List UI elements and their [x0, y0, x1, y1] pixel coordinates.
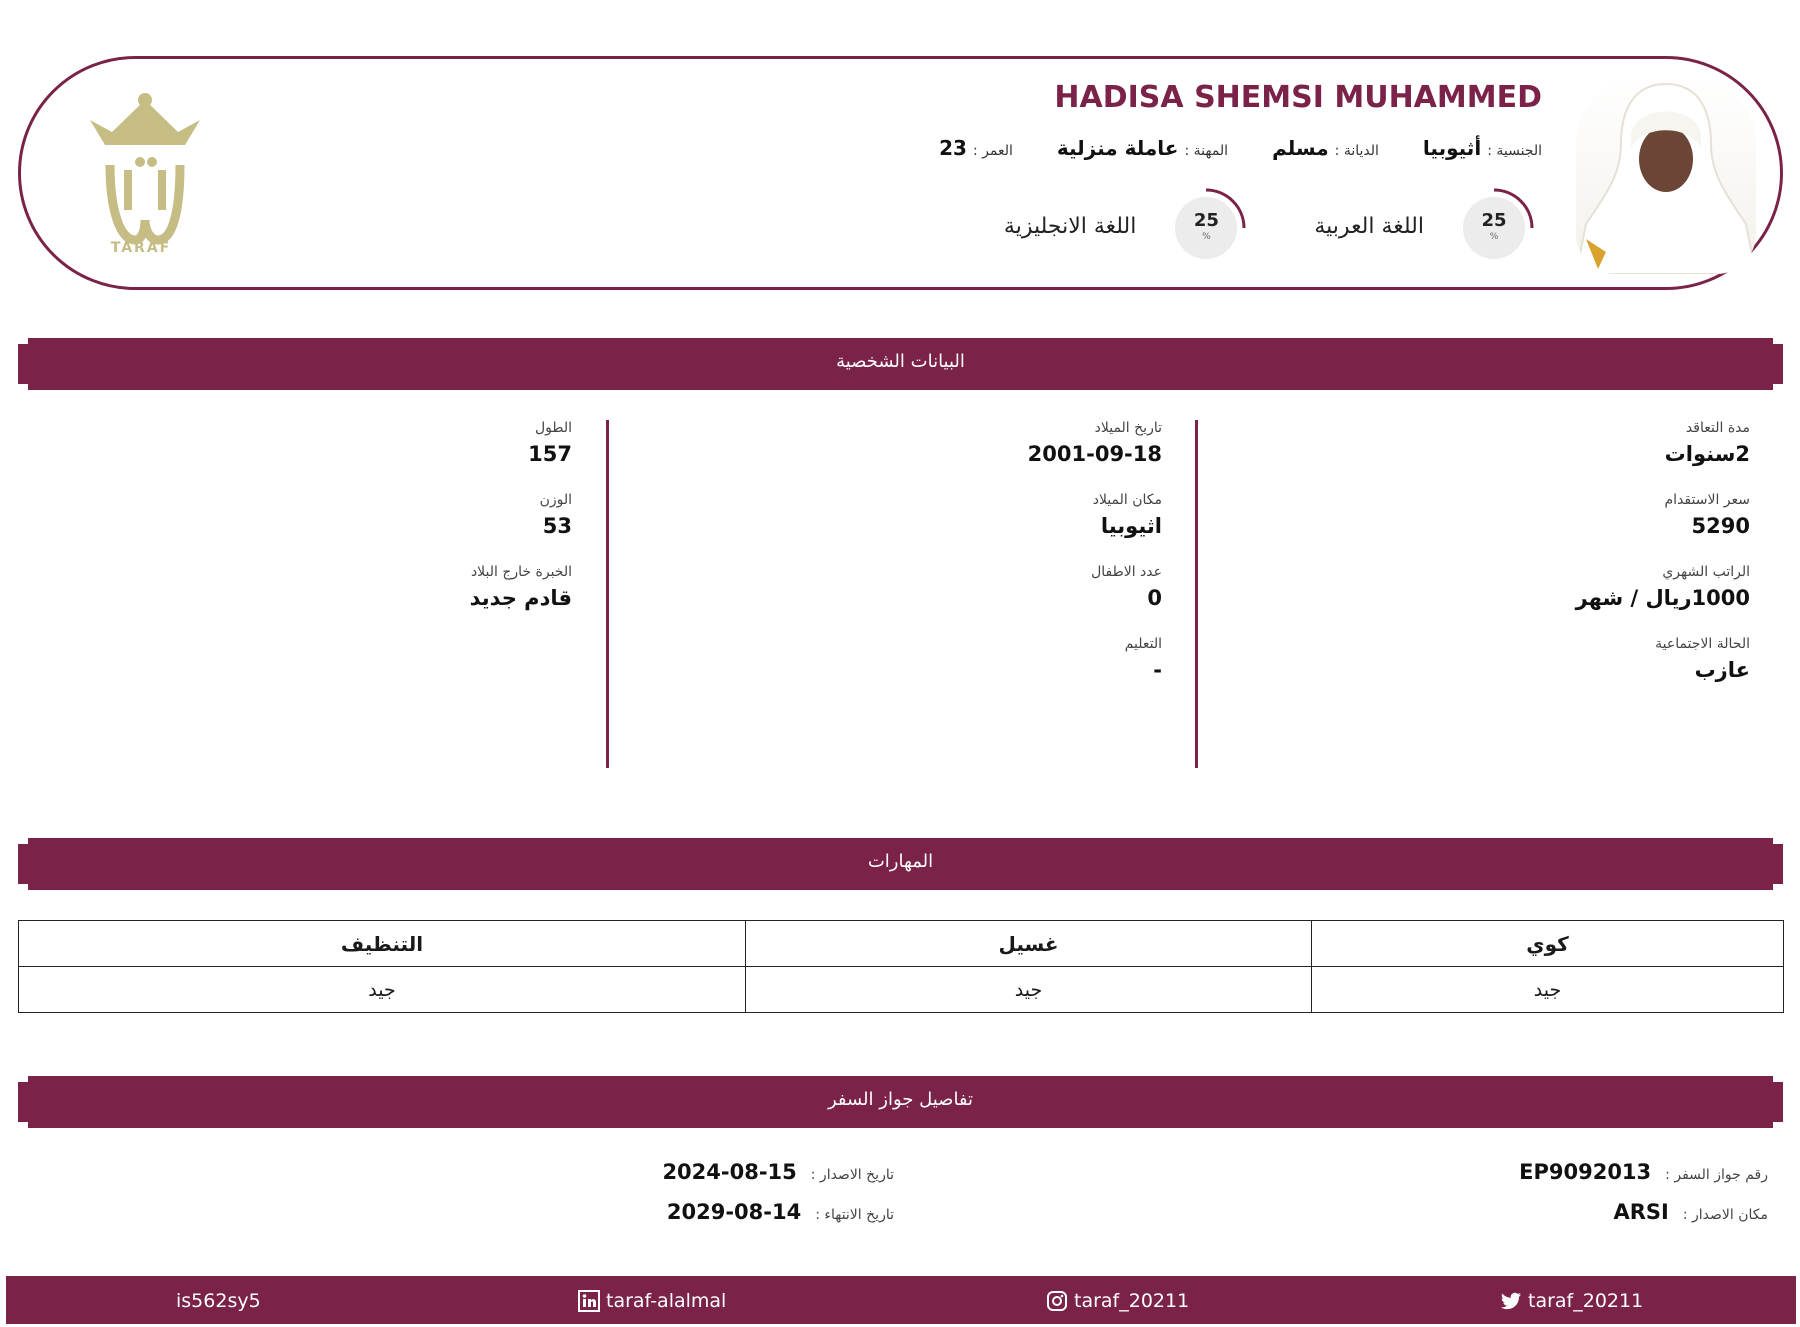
field-value: 53 — [542, 514, 572, 538]
column-divider — [1195, 420, 1198, 768]
nationality-info — [1423, 136, 1542, 160]
age-value: 23 — [939, 136, 967, 160]
field-label: مدة التعاقد — [1685, 420, 1750, 436]
passport-banner — [18, 1076, 1783, 1128]
field-label: الحالة الاجتماعية — [1655, 636, 1750, 652]
passport-title: تفاصيل جواز السفر — [827, 1089, 974, 1110]
footer-code — [176, 1290, 261, 1312]
issue-date-label: تاريخ الاصدار : — [810, 1167, 894, 1183]
education — [602, 636, 1162, 682]
personal-col-left — [12, 420, 572, 636]
english-language-label: اللغة الانجليزية — [1003, 213, 1137, 239]
language-english — [1004, 186, 1254, 266]
footer-code-text: is562sy5 — [176, 1290, 261, 1312]
basic-info-row — [939, 136, 1542, 160]
field-value: 2001-09-18 — [1027, 442, 1162, 466]
profession-value: عاملة منزلية — [1056, 136, 1179, 160]
english-gauge — [1174, 186, 1254, 266]
profession-label: المهنة : — [1184, 143, 1229, 159]
skills-banner — [18, 838, 1783, 890]
age-info — [939, 136, 1013, 160]
field-label: عدد الاطفال — [1091, 564, 1162, 580]
english-level-unit: % — [1202, 232, 1211, 242]
field-value: 0 — [1147, 586, 1162, 610]
field-value: اثيوبيا — [1100, 514, 1162, 538]
age-label: العمر : — [972, 143, 1013, 159]
linkedin-icon — [578, 1290, 600, 1312]
skills-header-row — [19, 921, 1784, 967]
religion-label: الديانة : — [1334, 143, 1379, 159]
passport-issue-date — [662, 1160, 894, 1184]
profession-info — [1057, 136, 1228, 160]
twitter-icon — [1500, 1290, 1522, 1312]
field-value: قادم جديد — [469, 586, 572, 610]
birth-place — [602, 492, 1162, 538]
taraf-logo — [80, 90, 210, 260]
nationality-value: أثيوبيا — [1422, 136, 1482, 160]
skills-title: المهارات — [867, 851, 934, 872]
recruitment-price — [1190, 492, 1750, 538]
skill-cleaning: التنظيف — [19, 921, 746, 967]
expiry-date-label: تاريخ الانتهاء : — [815, 1207, 894, 1223]
language-arabic — [1314, 186, 1542, 266]
skill-level: جيد — [746, 967, 1312, 1013]
field-value: 5290 — [1691, 514, 1750, 538]
expiry-date-value: 2029-08-14 — [666, 1200, 802, 1224]
field-label: سعر الاستقدام — [1664, 492, 1750, 508]
footer-bar — [6, 1276, 1796, 1324]
birth-date — [602, 420, 1162, 466]
english-level-value: 25 — [1193, 210, 1219, 231]
twitter-handle[interactable]: taraf_20211 — [1528, 1290, 1644, 1312]
field-value: - — [1153, 658, 1162, 682]
religion-info — [1272, 136, 1379, 160]
issue-place-label: مكان الاصدار : — [1682, 1207, 1768, 1223]
field-label: الراتب الشهري — [1662, 564, 1750, 580]
field-label: الطول — [534, 420, 572, 436]
footer-instagram[interactable] — [1046, 1290, 1189, 1312]
religion-value: مسلم — [1272, 136, 1329, 160]
passport-issue-place — [1613, 1200, 1768, 1224]
monthly-salary — [1190, 564, 1750, 610]
arabic-level-value: 25 — [1481, 210, 1507, 231]
skill-level: جيد — [19, 967, 746, 1013]
logo-wordmark: TARAF — [110, 240, 172, 256]
personal-data-title: البيانات الشخصية — [836, 351, 965, 372]
languages-row — [1004, 186, 1542, 266]
linkedin-handle[interactable]: taraf-alalmal — [606, 1290, 727, 1312]
worker-name: HADISA SHEMSI MUHAMMED — [1054, 80, 1542, 115]
arabic-level-unit: % — [1489, 232, 1499, 242]
skill-washing: غسيل — [746, 921, 1312, 967]
field-label: الخبرة خارج البلاد — [470, 564, 572, 580]
field-value: 157 — [528, 442, 572, 466]
field-label: مكان الميلاد — [1092, 492, 1162, 508]
personal-col-middle — [602, 420, 1162, 708]
issue-place-value: ARSI — [1613, 1200, 1669, 1224]
nationality-label: الجنسية : — [1487, 143, 1542, 159]
experience-abroad — [12, 564, 572, 610]
field-label: التعليم — [1124, 636, 1162, 652]
issue-date-value: 2024-08-15 — [662, 1160, 797, 1184]
marital-status — [1190, 636, 1750, 682]
weight — [12, 492, 572, 538]
field-value: عازب — [1694, 658, 1750, 682]
field-label: الوزن — [539, 492, 572, 508]
skills-table — [18, 920, 1784, 1013]
personal-col-right — [1190, 420, 1750, 708]
skill-ironing: كوي — [1312, 921, 1784, 967]
arabic-gauge — [1462, 186, 1542, 266]
skills-level-row — [19, 967, 1784, 1013]
passport-expiry-date — [667, 1200, 894, 1224]
field-label: تاريخ الميلاد — [1094, 420, 1162, 436]
instagram-handle[interactable]: taraf_20211 — [1074, 1290, 1190, 1312]
footer-twitter[interactable] — [1500, 1290, 1643, 1312]
column-divider — [606, 420, 609, 768]
passport-number-label: رقم جواز السفر : — [1665, 1167, 1768, 1183]
field-value: 1000ريال / شهر — [1575, 586, 1750, 610]
contract-duration — [1190, 420, 1750, 466]
field-value: 2سنوات — [1664, 442, 1750, 466]
skill-level: جيد — [1312, 967, 1784, 1013]
passport-number — [1519, 1160, 1768, 1184]
arabic-language-label: اللغة العربية — [1314, 213, 1424, 239]
profile-photo — [1576, 74, 1756, 274]
instagram-icon — [1046, 1290, 1068, 1312]
personal-data-banner — [18, 338, 1783, 390]
footer-linkedin[interactable] — [578, 1290, 726, 1312]
passport-number-value: EP9092013 — [1519, 1160, 1652, 1184]
children-count — [602, 564, 1162, 610]
height — [12, 420, 572, 466]
